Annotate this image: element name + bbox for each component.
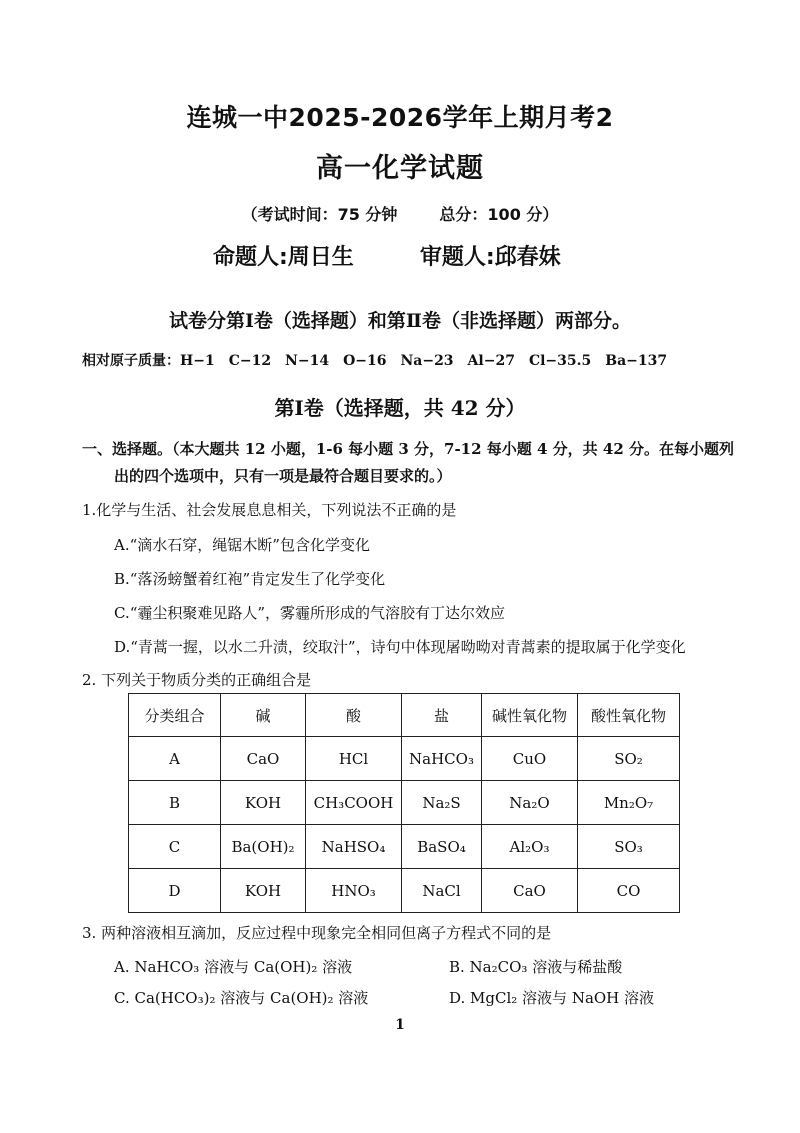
table-cell: SO₃ bbox=[578, 825, 680, 869]
table-header-row bbox=[129, 694, 680, 737]
table-cell: Al₂O₃ bbox=[482, 825, 578, 869]
table-header-cell: 碱 bbox=[221, 694, 306, 737]
exam-subtitle: 高一化学试题 bbox=[316, 153, 484, 184]
table-cell: CaO bbox=[221, 737, 306, 781]
atomic-masses: 相对原子质量：H−1 C−12 N−14 O−16 Na−23 Al−27 Cl−35.5 Ba−137 bbox=[82, 353, 668, 369]
table-header-cell: 酸性氧化物 bbox=[578, 694, 680, 737]
question-1-option-a: A.“滴水石穿，绳锯木断”包含化学变化 bbox=[114, 536, 370, 554]
section-instructions-line1: 一、选择题。（本大题共 12 小题，1-6 每小题 3 分，7-12 每小题 4 分，共 42 分。在每小题列 bbox=[82, 440, 734, 458]
table-cell: CuO bbox=[482, 737, 578, 781]
question-1-stem: 1.化学与生活、社会发展息息相关，下列说法不正确的是 bbox=[82, 501, 457, 519]
question-1-option-b: B.“落汤螃蟹着红袍”肯定发生了化学变化 bbox=[114, 570, 386, 588]
table-cell: CO bbox=[578, 869, 680, 913]
table-header-cell: 盐 bbox=[402, 694, 482, 737]
table-cell: KOH bbox=[221, 869, 306, 913]
table-cell: CH₃COOH bbox=[306, 781, 402, 825]
exam-title: 连城一中2025-2026学年上期月考2 bbox=[186, 103, 614, 132]
reviewer: 审题人:邱春妹 bbox=[419, 245, 561, 270]
table-cell: NaHCO₃ bbox=[402, 737, 482, 781]
table-cell: A bbox=[129, 737, 221, 781]
author: 命题人:周日生 bbox=[213, 245, 354, 270]
table-row bbox=[129, 825, 680, 869]
question-1-option-d: D.“青蒿一握，以水二升渍，绞取汁”，诗句中体现屠呦呦对青蒿素的提取属于化学变化 bbox=[114, 638, 686, 656]
table-header-cell: 酸 bbox=[306, 694, 402, 737]
table-cell: CaO bbox=[482, 869, 578, 913]
table-row bbox=[129, 781, 680, 825]
section-instructions-line2: 出的四个选项中，只有一项是最符合题目要求的。） bbox=[114, 467, 452, 485]
table-cell: SO₂ bbox=[578, 737, 680, 781]
question-3-option-d: D. MgCl₂ 溶液与 NaOH 溶液 bbox=[449, 989, 655, 1007]
table-cell: Na₂O bbox=[482, 781, 578, 825]
table-cell: HNO₃ bbox=[306, 869, 402, 913]
table-cell: Na₂S bbox=[402, 781, 482, 825]
question-2-stem: 2. 下列关于物质分类的正确组合是 bbox=[82, 671, 312, 689]
question-1-option-c: C.“霾尘积聚难见路人”，雾霾所形成的气溶胶有丁达尔效应 bbox=[114, 604, 506, 622]
table-row bbox=[129, 737, 680, 781]
question-3-option-b: B. Na₂CO₃ 溶液与稀盐酸 bbox=[449, 958, 623, 976]
classification-table bbox=[128, 693, 680, 913]
table-cell: NaHSO₄ bbox=[306, 825, 402, 869]
table-cell: Mn₂O₇ bbox=[578, 781, 680, 825]
page-number: 1 bbox=[395, 1017, 405, 1033]
table-cell: HCl bbox=[306, 737, 402, 781]
paper-structure: 试卷分第Ⅰ卷（选择题）和第Ⅱ卷（非选择题）两部分。 bbox=[169, 310, 631, 332]
question-3-option-c: C. Ca(HCO₃)₂ 溶液与 Ca(OH)₂ 溶液 bbox=[114, 989, 369, 1007]
table-cell: D bbox=[129, 869, 221, 913]
table-cell: KOH bbox=[221, 781, 306, 825]
table-cell: BaSO₄ bbox=[402, 825, 482, 869]
total-score: 总分：100 分） bbox=[439, 205, 559, 224]
table-cell: Ba(OH)₂ bbox=[221, 825, 306, 869]
table-header-cell: 碱性氧化物 bbox=[482, 694, 578, 737]
table-cell: NaCl bbox=[402, 869, 482, 913]
table-cell: B bbox=[129, 781, 221, 825]
table-header-cell: 分类组合 bbox=[129, 694, 221, 737]
part1-title: 第Ⅰ卷（选择题，共 42 分） bbox=[274, 396, 526, 420]
question-3-stem: 3. 两种溶液相互滴加，反应过程中现象完全相同但离子方程式不同的是 bbox=[82, 924, 552, 942]
question-3-option-a: A. NaHCO₃ 溶液与 Ca(OH)₂ 溶液 bbox=[114, 958, 353, 976]
exam-time: （考试时间：75 分钟 bbox=[241, 205, 398, 224]
table-cell: C bbox=[129, 825, 221, 869]
exam-meta bbox=[0, 202, 800, 225]
authors-line bbox=[213, 240, 561, 271]
table-row bbox=[129, 869, 680, 913]
